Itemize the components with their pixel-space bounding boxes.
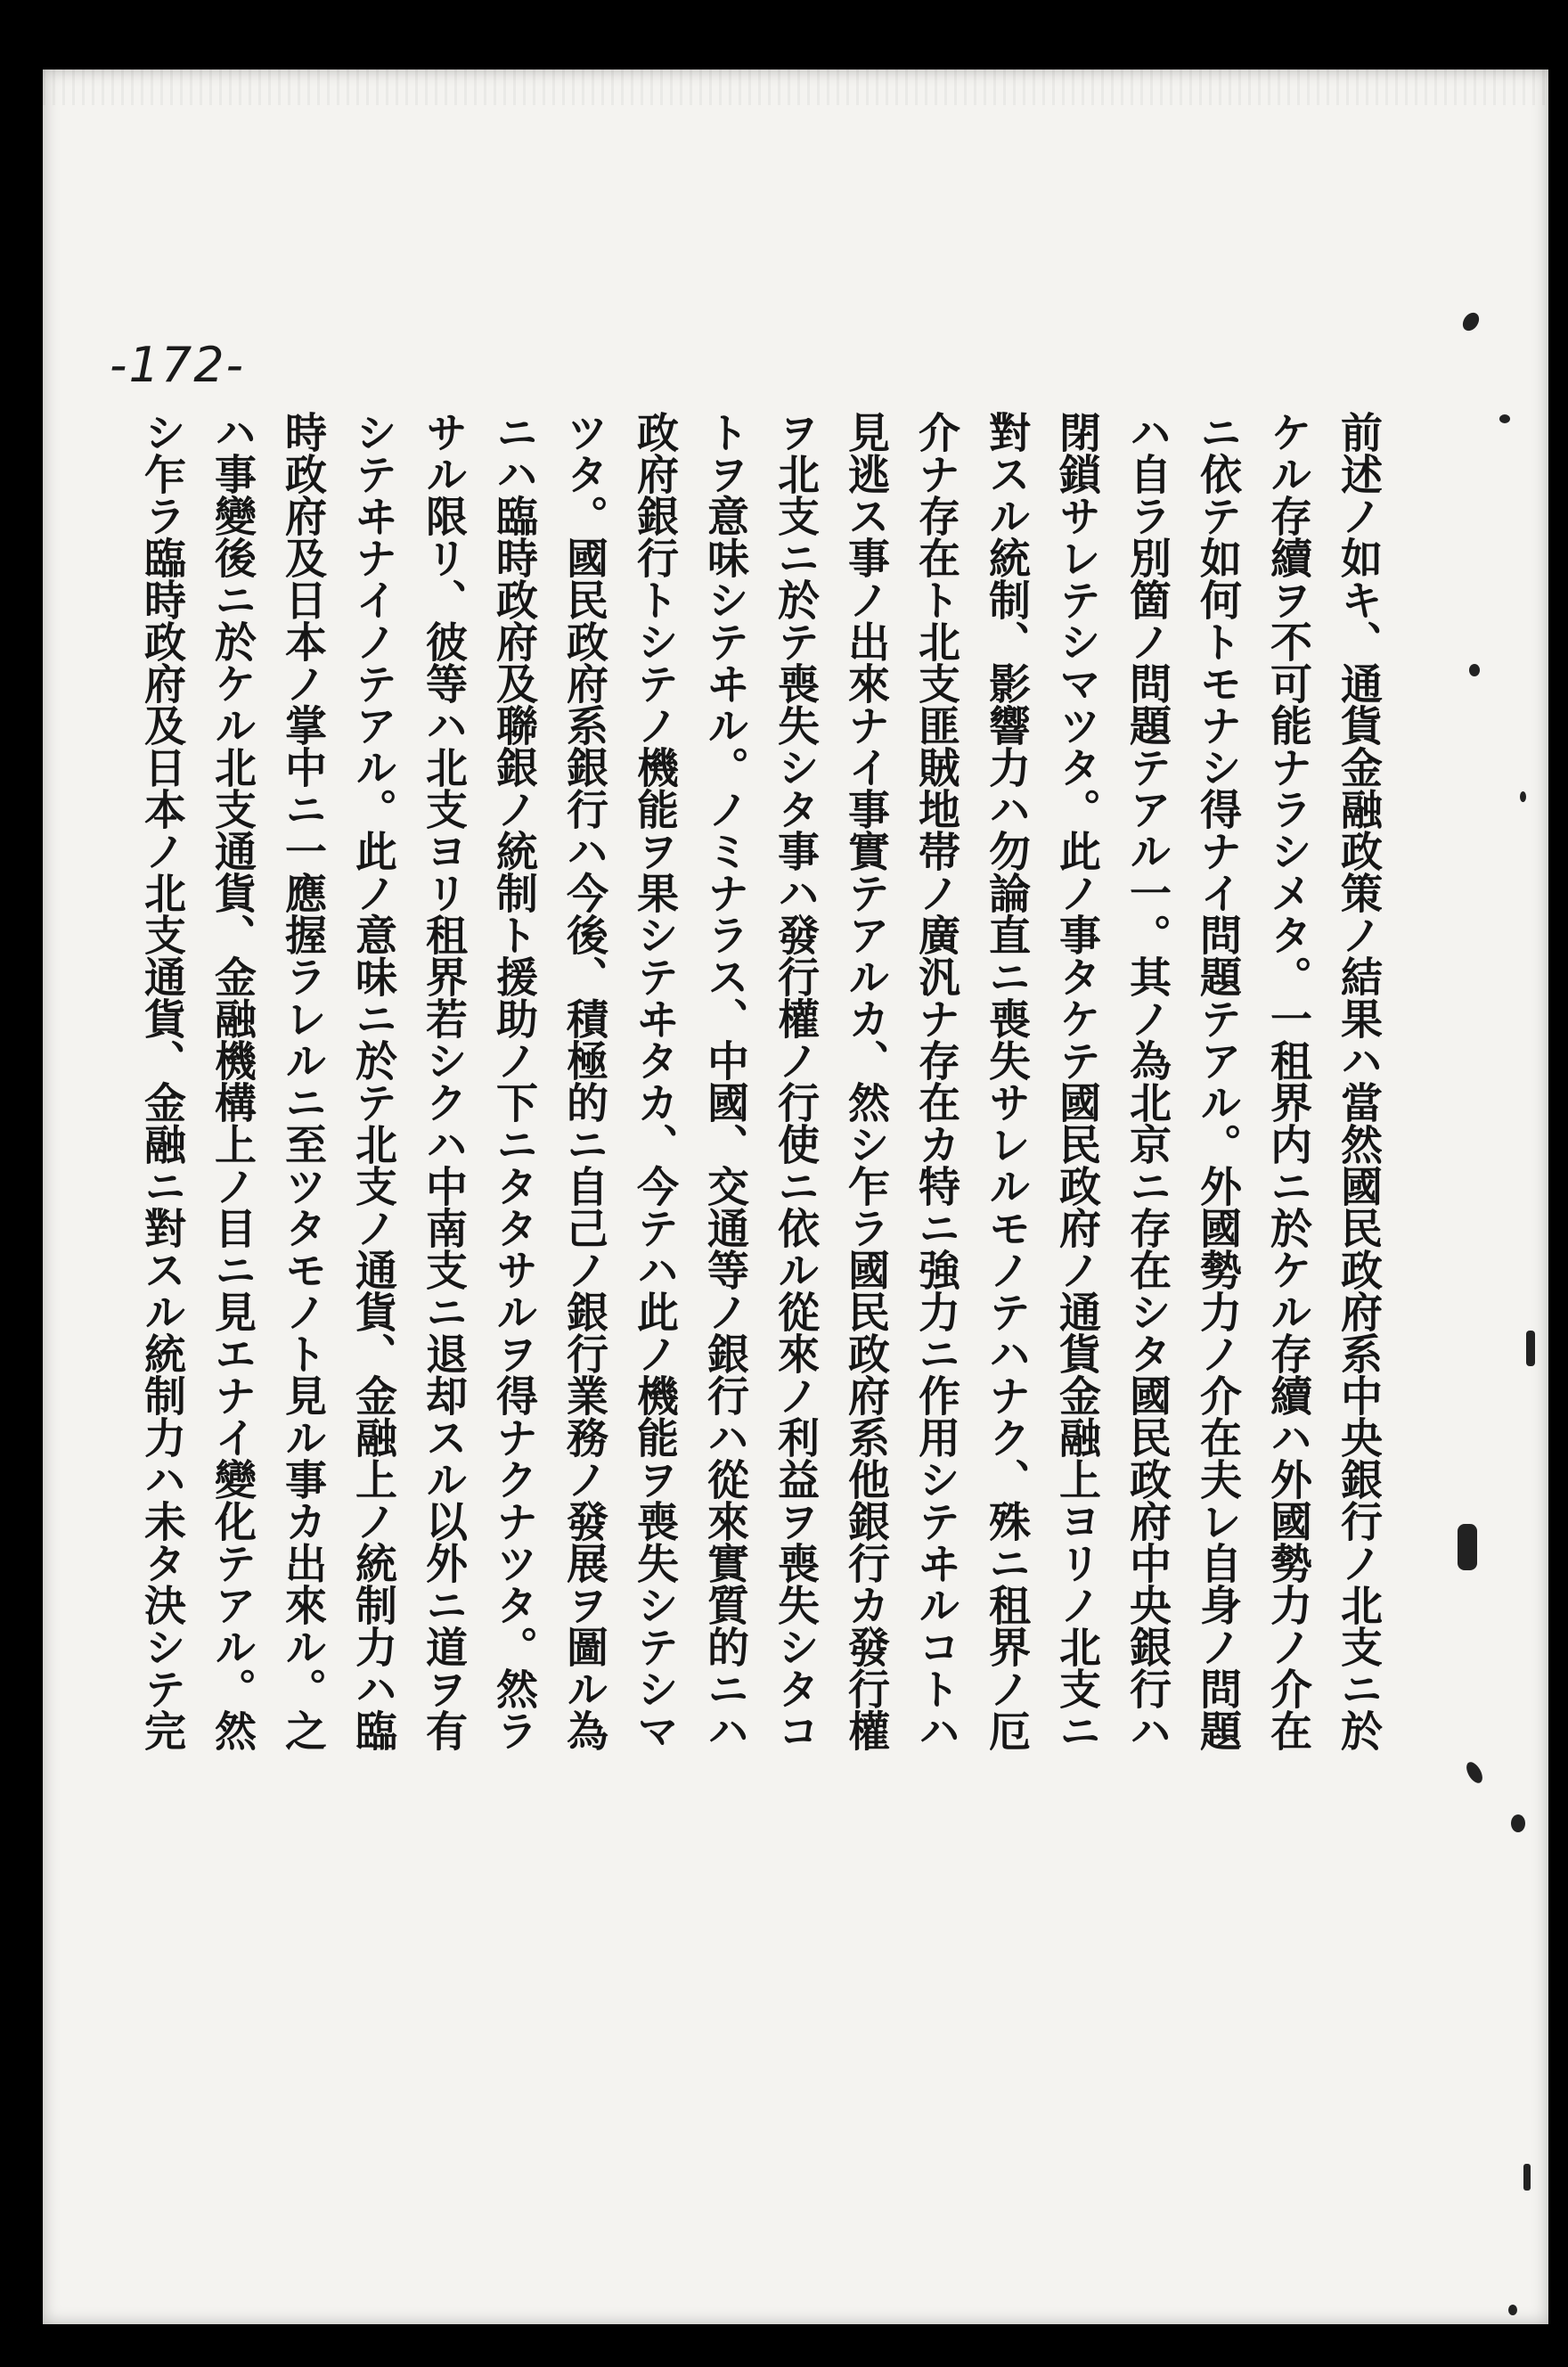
scan-speck	[1520, 791, 1526, 802]
scan-speck	[1459, 309, 1482, 333]
text-column: シ乍ラ臨時政府及日本ノ北支通貨、金融ニ對スル統制力ハ未タ決シテ完	[137, 411, 186, 1751]
document-page	[43, 70, 1548, 2324]
scan-speck	[1523, 2164, 1531, 2191]
scan-noise	[43, 70, 1548, 105]
text-column: 介ナ存在ト北支匪賊地帯ノ廣汎ナ存在カ特ニ強力ニ作用シテヰルコトハ	[911, 411, 960, 1751]
scan-speck	[1463, 1759, 1485, 1786]
page-number: -172-	[110, 337, 246, 393]
text-column: ツタ。國民政府系銀行ハ今後、積極的ニ自己ノ銀行業務ノ發展ヲ圖ル為	[559, 411, 608, 1751]
scan-speck	[1511, 1814, 1525, 1832]
scan-speck	[1526, 1331, 1535, 1366]
text-column: ハ自ラ別箇ノ問題テアル一。其ノ為北京ニ存在シタ國民政府中央銀行ハ	[1123, 411, 1172, 1751]
scan-speck	[1499, 414, 1510, 423]
text-column: 閉鎖サレテシマツタ。此ノ事タケテ國民政府ノ通貨金融上ヨリノ北支ニ	[1052, 411, 1101, 1751]
scan-speck	[1469, 664, 1480, 676]
text-column: ニ依テ如何トモナシ得ナイ問題テアル。外國勢力ノ介在夫レ自身ノ問題	[1193, 411, 1242, 1751]
scan-speck	[1458, 1524, 1477, 1570]
text-column: ハ事變後ニ於ケル北支通貨、金融機構上ノ目ニ見エナイ變化テアル。然	[208, 411, 257, 1751]
text-column: 時政府及日本ノ掌中ニ一應握ラレルニ至ツタモノト見ル事カ出來ル。之	[278, 411, 327, 1751]
text-column: 見逃ス事ノ出來ナイ事實テアルカ、然シ乍ラ國民政府系他銀行カ發行權	[841, 411, 890, 1751]
text-column: ケル存續ヲ不可能ナラシメタ。一租界内ニ於ケル存續ハ外國勢力ノ介在	[1263, 411, 1312, 1751]
text-column: 政府銀行トシテノ機能ヲ果シテヰタカ、今テハ此ノ機能ヲ喪失シテシマ	[630, 411, 679, 1751]
text-column: トヲ意味シテヰル。ノミナラス、中國、交通等ノ銀行ハ從來實質的ニハ	[700, 411, 749, 1751]
text-column: ニハ臨時政府及聯銀ノ統制ト援助ノ下ニタタサルヲ得ナクナツタ。然ラ	[489, 411, 538, 1751]
text-column: サル限リ、彼等ハ北支ヨリ租界若シクハ中南支ニ退却スル以外ニ道ヲ有	[419, 411, 468, 1751]
scan-speck	[1508, 2305, 1517, 2315]
text-column: ヲ北支ニ於テ喪失シタ事ハ發行權ノ行使ニ依ル從來ノ利益ヲ喪失シタコ	[771, 411, 820, 1751]
text-column: シテヰナイノテアル。此ノ意味ニ於テ北支ノ通貨、金融上ノ統制力ハ臨	[348, 411, 397, 1751]
text-column: 對スル統制、影響力ハ勿論直ニ喪失サレルモノテハナク、殊ニ租界ノ厄	[982, 411, 1031, 1751]
text-column: 前述ノ如キ、通貨金融政策ノ結果ハ當然國民政府系中央銀行ノ北支ニ於	[1334, 411, 1383, 1751]
